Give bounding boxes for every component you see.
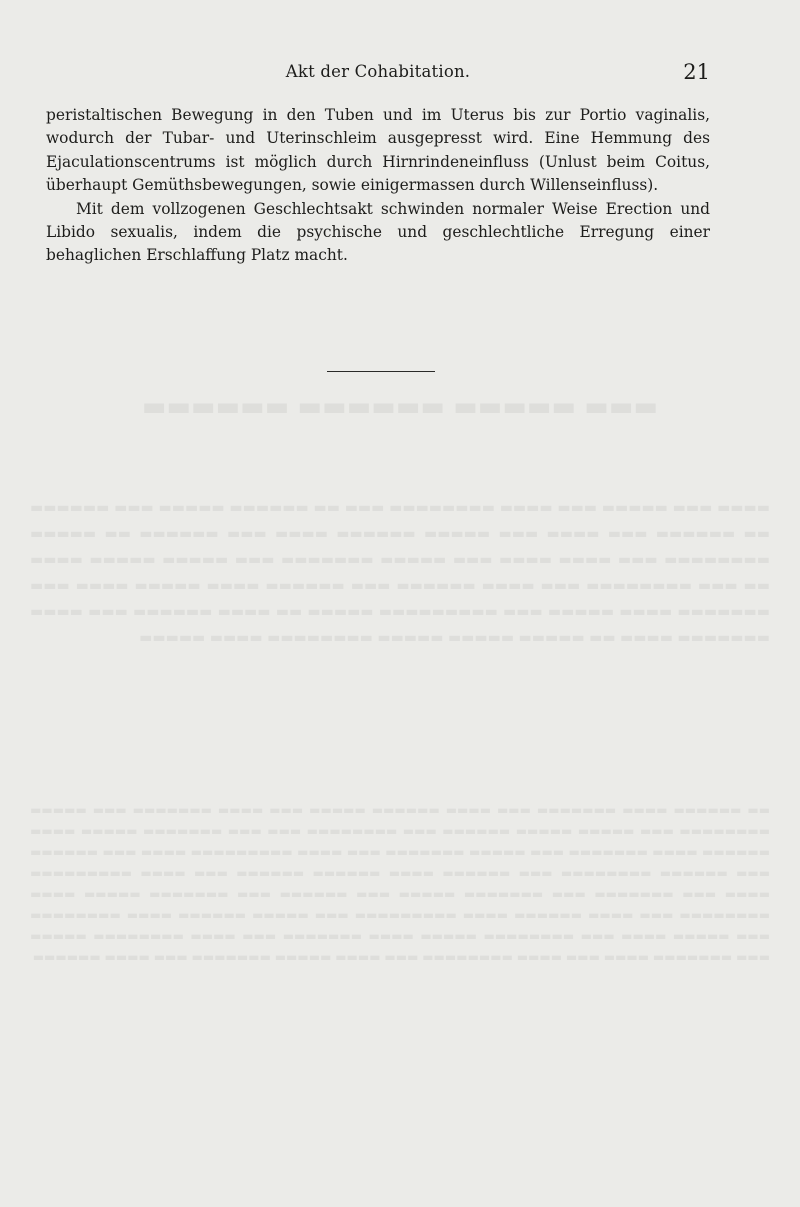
running-title: Akt der Cohabitation.	[285, 62, 471, 81]
show-through-footnotes: ▬▬ ▬▬▬▬▬▬ ▬▬▬▬ ▬▬▬▬▬▬▬ ▬▬▬ ▬▬▬▬ ▬▬▬▬▬▬ ▬▬▬▬▬ ▬▬▬ ▬▬▬▬ ▬▬▬▬▬▬▬ ▬▬▬ ▬▬▬▬▬ ▬▬▬▬▬▬▬▬ ▬▬▬ ▬▬▬▬▬ ▬▬▬▬▬ ▬▬▬▬▬▬ ▬▬▬ ▬▬▬▬▬▬▬▬ ▬▬▬ ▬▬▬ ▬▬▬▬▬▬▬ ▬▬▬▬▬ ▬▬▬▬ ▬▬▬▬▬▬ ▬▬▬▬ ▬▬▬▬▬▬▬ ▬▬▬ ▬▬▬▬▬ ▬▬▬▬▬▬▬ ▬▬▬ ▬▬▬▬ ▬▬▬▬▬▬▬▬▬ ▬▬▬▬ ▬▬▬ ▬▬▬▬▬▬ ▬▬▬ ▬▬▬▬▬▬ ▬▬▬▬▬▬▬▬ ▬▬▬ ▬▬▬▬▬▬ ▬▬▬▬ ▬▬▬▬▬▬ ▬▬▬▬▬▬ ▬▬▬ ▬▬▬▬ ▬▬▬▬▬▬▬▬▬ ▬▬▬▬ ▬▬▬ ▬▬▬▬▬▬▬ ▬▬▬ ▬▬▬▬▬▬▬ ▬▬▬▬▬ ▬▬▬ ▬▬▬▬▬▬ ▬▬▬ ▬▬▬▬▬▬▬ ▬▬▬▬▬ ▬▬▬▬ ▬▬▬▬▬▬▬▬ ▬▬▬ ▬▬▬▬ ▬▬▬▬▬▬ ▬▬▬▬ ▬▬▬▬▬▬▬▬▬ ▬▬▬ ▬▬▬▬▬ ▬▬▬▬▬▬ ▬▬▬▬ ▬▬▬▬▬▬▬▬ ▬▬▬ ▬▬▬▬▬ ▬▬▬▬ ▬▬▬ ▬▬▬▬▬▬▬▬ ▬▬▬▬▬ ▬▬▬▬ ▬▬▬▬▬▬▬ ▬▬▬ ▬▬▬▬ ▬▬▬▬▬▬▬▬ ▬▬▬▬▬ ▬▬▬ ▬▬▬▬▬▬▬ ▬▬▬▬ ▬▬▬ ▬▬▬▬ ▬▬▬▬▬▬▬▬ ▬▬▬ ▬▬▬▬ ▬▬▬▬▬ ▬▬▬▬▬▬▬ ▬▬▬ ▬▬▬▬ ▬▬▬▬▬▬	[30, 803, 770, 964]
page-number: 21	[683, 60, 710, 84]
show-through-text: ▬▬▬▬ ▬▬▬ ▬▬▬▬▬ ▬▬▬ ▬▬▬▬ ▬▬▬▬▬▬▬▬ ▬▬▬ ▬▬ ▬▬▬▬▬▬ ▬▬▬▬▬ ▬▬▬ ▬▬▬▬▬▬ ▬▬ ▬▬▬▬▬▬ ▬▬▬ ▬▬▬▬ ▬▬▬ ▬▬▬▬▬ ▬▬▬▬▬▬ ▬▬▬▬ ▬▬▬ ▬▬▬▬▬▬ ▬▬ ▬▬▬▬▬ ▬▬▬▬▬▬▬▬ ▬▬▬ ▬▬▬▬ ▬▬▬▬ ▬▬▬ ▬▬▬▬▬ ▬▬▬▬▬▬▬ ▬▬▬ ▬▬▬▬▬ ▬▬▬▬▬ ▬▬▬▬ ▬▬ ▬▬▬ ▬▬▬▬▬▬▬▬ ▬▬▬ ▬▬▬▬ ▬▬▬▬▬▬ ▬▬▬ ▬▬▬▬▬▬ ▬▬▬▬ ▬▬▬▬▬ ▬▬▬▬ ▬▬▬ ▬▬▬▬▬▬▬ ▬▬▬▬ ▬▬▬▬▬ ▬▬▬ ▬▬▬▬▬▬▬▬▬ ▬▬▬▬▬ ▬▬ ▬▬▬▬ ▬▬▬▬▬▬ ▬▬▬ ▬▬▬▬ ▬▬▬▬▬▬▬ ▬▬▬▬ ▬▬ ▬▬▬▬▬ ▬▬▬▬▬ ▬▬▬▬▬ ▬▬▬▬▬▬▬▬ ▬▬▬▬ ▬▬▬▬▬	[30, 500, 770, 646]
paragraph: Mit dem vollzogenen Geschlechtsakt schwinden normaler Weise Erection und Libido sexualis, indem die psychische und geschlechtliche Erregung einer behaglichen Erschlaffung Platz macht.	[46, 199, 710, 265]
running-header	[46, 60, 710, 88]
body-text	[46, 104, 710, 268]
paragraph: peristaltischen Bewegung in den Tuben und im Uterus bis zur Portio vaginalis, wodurch der Tubar- und Uterinschleim ausgepresst wird. Eine Hemmung des Ejaculationscentrums ist möglich durch Hirnrindeneinfluss (Unlust beim Coitus, überhaupt Gemüthsbewegungen, sowie einigermassen durch Willenseinfluss).	[46, 106, 710, 195]
show-through-heading: ▬▬▬ ▬▬▬▬▬ ▬▬▬▬▬▬ ▬▬▬▬▬▬	[141, 392, 659, 422]
section-divider	[327, 371, 435, 372]
